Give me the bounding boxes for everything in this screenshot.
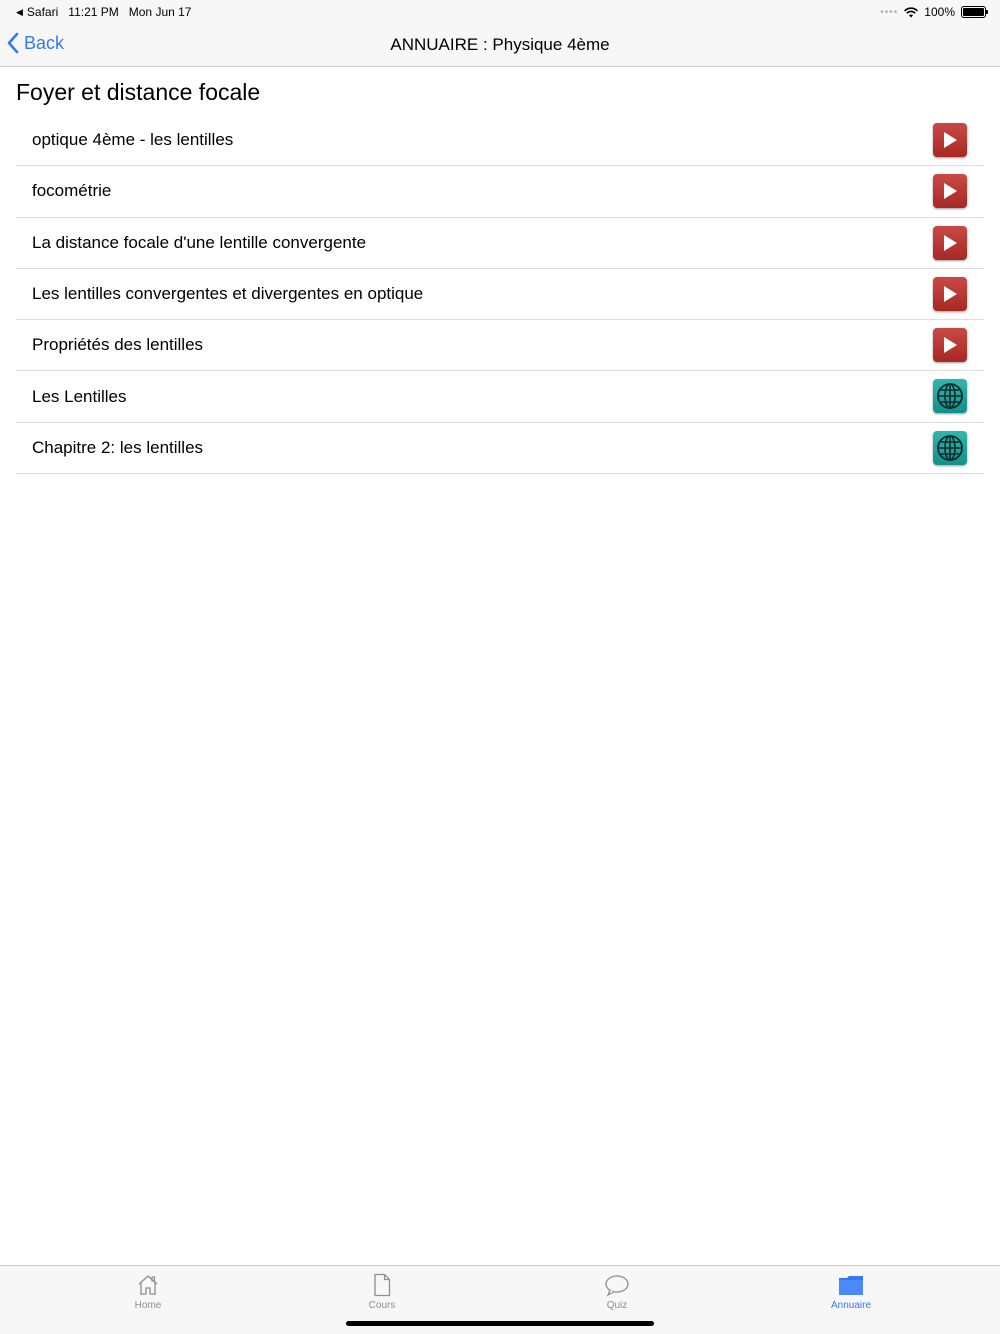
- list-item[interactable]: [16, 218, 984, 269]
- back-button-label: Back: [24, 32, 65, 53]
- tab-quiz-label: Quiz: [606, 1300, 628, 1311]
- status-bar: [0, 0, 1000, 24]
- back-to-app-label[interactable]: Safari: [26, 5, 59, 19]
- tab-cours-label: Cours: [368, 1300, 396, 1311]
- battery-percent: 100%: [924, 5, 955, 19]
- home-indicator[interactable]: [346, 1321, 654, 1326]
- list-item[interactable]: [16, 115, 984, 166]
- navigation-bar: [0, 24, 1000, 67]
- speech-bubble-icon: [604, 1273, 630, 1297]
- tab-home[interactable]: [88, 1272, 208, 1311]
- back-to-app-icon[interactable]: ◀: [16, 6, 23, 17]
- globe-icon[interactable]: [933, 431, 967, 465]
- list-item[interactable]: [16, 166, 984, 217]
- video-play-icon[interactable]: [933, 123, 967, 157]
- list-item[interactable]: [16, 371, 984, 422]
- tab-annuaire[interactable]: [791, 1272, 911, 1311]
- video-play-icon[interactable]: [933, 328, 967, 362]
- document-icon: [372, 1273, 392, 1297]
- wifi-icon: [904, 7, 918, 18]
- folder-icon: [837, 1273, 865, 1297]
- page-title: ANNUAIRE : Physique 4ème: [390, 35, 610, 54]
- list-item-label: Les lentilles convergentes et divergentes en optique: [32, 284, 424, 304]
- video-play-icon[interactable]: [933, 277, 967, 311]
- status-date: Mon Jun 17: [128, 5, 192, 19]
- list-item[interactable]: [16, 269, 984, 320]
- status-time: 11:21 PM: [68, 5, 119, 19]
- tab-home-label: Home: [134, 1300, 162, 1311]
- list-item[interactable]: [16, 320, 984, 371]
- signal-dots-icon: ••••: [880, 6, 899, 18]
- section-title: Foyer et distance focale: [16, 79, 261, 105]
- globe-icon[interactable]: [933, 379, 967, 413]
- resource-list: [16, 115, 984, 474]
- list-item[interactable]: [16, 423, 984, 474]
- list-item-label: Chapitre 2: les lentilles: [32, 437, 204, 457]
- home-icon: [136, 1273, 160, 1297]
- list-item-label: La distance focale d'une lentille convergente: [32, 232, 367, 252]
- tab-cours[interactable]: [322, 1272, 442, 1311]
- video-play-icon[interactable]: [933, 174, 967, 208]
- list-item-label: optique 4ème - les lentilles: [32, 130, 234, 150]
- list-item-label: Propriétés des lentilles: [32, 335, 204, 355]
- tab-quiz[interactable]: [557, 1272, 677, 1311]
- video-play-icon[interactable]: [933, 226, 967, 260]
- tab-annuaire-label: Annuaire: [830, 1300, 872, 1311]
- battery-icon: [961, 6, 986, 18]
- list-item-label: Les Lentilles: [32, 386, 127, 406]
- list-item-label: focométrie: [32, 181, 112, 201]
